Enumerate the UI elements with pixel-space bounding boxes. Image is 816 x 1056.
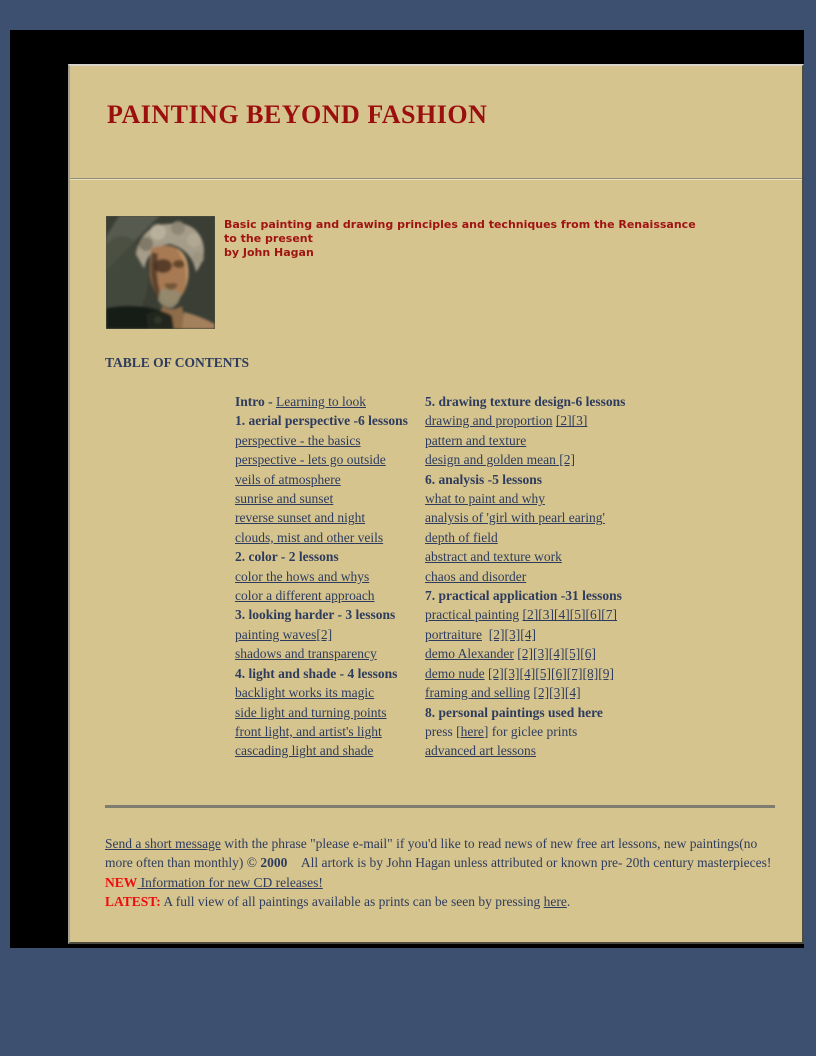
footer-paragraph (105, 892, 787, 912)
page-header (70, 66, 802, 178)
toc-line (235, 431, 425, 450)
intro-blurb (224, 218, 696, 260)
plain-text: with the phrase "please e-mail" if you'd like to read news of new free art lessons, new paintings(no more often than monthly) © (105, 835, 758, 871)
toc-link[interactable]: shadows and transparency (235, 646, 377, 662)
toc-link[interactable]: what to paint and why (425, 491, 545, 507)
toc-link[interactable]: [2] (522, 607, 539, 623)
toc-link[interactable]: depth of field (425, 529, 498, 545)
toc-line (425, 528, 665, 547)
toc-link[interactable]: color a different approach (235, 588, 375, 604)
toc-line (425, 470, 665, 489)
toc-line (425, 664, 665, 683)
toc-line (235, 741, 425, 760)
toc-link[interactable]: analysis of 'girl with pearl earing' (425, 510, 605, 526)
highlight-text: LATEST: (105, 894, 161, 910)
toc-line (235, 683, 425, 702)
toc-line (235, 605, 425, 624)
toc-line (425, 722, 665, 741)
toc-link[interactable]: [2] (533, 685, 550, 701)
toc-link[interactable]: reverse sunset and night (235, 510, 366, 526)
plain-text: A full view of all paintings available as prints can be seen by pressing (160, 894, 544, 910)
toc-link[interactable]: practical painting (425, 607, 520, 623)
toc-line (425, 741, 665, 760)
toc-line (425, 567, 665, 586)
footer-paragraph (105, 834, 787, 893)
toc-line (235, 489, 425, 508)
toc-link[interactable]: demo nude (425, 665, 485, 681)
toc-link[interactable]: perspective - the basics (235, 432, 361, 448)
toc-link[interactable]: sunrise and sunset (235, 491, 334, 507)
toc-link[interactable]: [3] (549, 685, 565, 701)
toc-link[interactable]: portraiture (425, 626, 482, 642)
toc-link[interactable]: [2] (488, 665, 504, 681)
bold-text: 1. aerial perspective -6 lessons (235, 413, 408, 429)
toc-line (425, 703, 665, 722)
toc-line (235, 644, 425, 663)
toc-line (235, 411, 425, 430)
toc-line (235, 392, 425, 411)
footer-link[interactable]: Send a short message (105, 835, 221, 851)
toc-link[interactable]: [2] (517, 646, 533, 662)
toc-columns (235, 392, 802, 761)
intro-blurb-line2: to the present (224, 232, 313, 245)
bold-text: 2. color - 2 lessons (235, 549, 339, 565)
toc-link[interactable]: [3] (571, 413, 588, 429)
toc-link[interactable]: [6] (585, 607, 602, 623)
main-panel (68, 64, 804, 944)
toc-line (235, 703, 425, 722)
toc-line (425, 644, 665, 663)
toc-line (425, 625, 665, 644)
bold-text: 4. light and shade - 4 lessons (235, 665, 398, 681)
toc-link[interactable]: design and golden mean [2] (425, 452, 575, 468)
toc-line (235, 586, 425, 605)
toc-line (235, 528, 425, 547)
toc-line (235, 547, 425, 566)
toc-link[interactable]: [4] (520, 626, 536, 642)
bold-text: Intro - (235, 394, 277, 409)
toc-line (235, 664, 425, 683)
toc-link[interactable]: [3] (532, 646, 549, 662)
toc-link[interactable]: [3] (538, 607, 554, 623)
toc-link[interactable]: [5] (564, 646, 581, 662)
toc-link[interactable]: abstract and texture work (425, 549, 562, 565)
footer-link[interactable]: here (543, 894, 567, 910)
toc-line (425, 431, 665, 450)
toc-link[interactable]: pattern and texture (425, 432, 527, 448)
toc-link[interactable]: [2] (316, 626, 333, 642)
toc-link[interactable]: backlight works its magic (235, 685, 375, 701)
toc-link[interactable]: [6] (580, 646, 596, 662)
toc-line (235, 722, 425, 741)
toc-link[interactable]: [2] (555, 413, 572, 429)
toc-line (425, 392, 665, 411)
toc-line (235, 508, 425, 527)
bold-text: 8. personal paintings used here (425, 704, 603, 720)
toc-column-left (235, 392, 425, 761)
intro-blurb-line1: Basic painting and drawing principles and techniques from the Renaissance (224, 218, 696, 231)
portrait-image (106, 216, 215, 329)
toc-link[interactable]: here (460, 723, 484, 739)
toc-line (425, 586, 665, 605)
plain-text (482, 627, 489, 642)
toc-link[interactable]: clouds, mist and other veils (235, 529, 384, 545)
toc-link[interactable]: chaos and disorder (425, 568, 527, 584)
toc-line (425, 683, 665, 702)
toc-link[interactable]: [3] (503, 665, 520, 681)
toc-line (425, 508, 665, 527)
plain-text: . (566, 894, 571, 910)
toc-link[interactable]: [5] (535, 665, 551, 681)
toc-link[interactable]: Learning to look (276, 394, 366, 409)
plain-text: ] for giclee prints (483, 723, 578, 739)
toc-link[interactable]: [4] (564, 685, 581, 701)
page-title: PAINTING BEYOND FASHION (107, 100, 488, 129)
toc-line (235, 470, 425, 489)
footer-text (105, 834, 787, 912)
toc-link[interactable]: [3] (504, 626, 521, 642)
toc-heading: TABLE OF CONTENTS (105, 355, 250, 370)
toc-link[interactable]: side light and turning points (235, 704, 387, 720)
bold-text: 6. analysis -5 lessons (425, 471, 543, 487)
header-divider (70, 178, 802, 180)
toc-link[interactable]: cascading light and shade (235, 743, 374, 759)
toc-link[interactable]: [7] (566, 665, 583, 681)
plain-text: All artork is by John Hagan unless attributed or known pre- 20th century masterpieces! (287, 855, 772, 871)
intro-blurb-line3: by John Hagan (224, 246, 314, 259)
bold-text: 7. practical application -31 lessons (425, 588, 622, 604)
toc-link[interactable]: [9] (598, 665, 614, 681)
bold-text: 3. looking harder - 3 lessons (235, 607, 396, 623)
toc-line (235, 450, 425, 469)
toc-line (425, 450, 665, 469)
toc-link[interactable]: perspective - lets go outside (235, 452, 386, 468)
toc-link[interactable]: [4] (519, 665, 536, 681)
toc-line (425, 411, 665, 430)
toc-link[interactable]: advanced art lessons (425, 743, 536, 759)
footer-divider (105, 805, 775, 808)
toc-link[interactable]: [7] (601, 607, 617, 623)
toc-line (425, 489, 665, 508)
toc-link[interactable]: [6] (551, 665, 567, 681)
toc-link[interactable]: framing and selling (425, 685, 530, 701)
bold-text: 5. drawing texture design-6 lessons (425, 394, 626, 409)
bold-text: 2000 (260, 855, 288, 871)
plain-text: press [ (425, 723, 461, 739)
toc-link[interactable]: veils of atmosphere (235, 471, 341, 487)
toc-line (235, 567, 425, 586)
toc-link[interactable]: color the hows and whys (235, 568, 370, 584)
intro-section (106, 216, 802, 329)
toc-column-right (425, 392, 665, 761)
highlight-text: NEW (105, 874, 138, 890)
toc-link[interactable]: front light, and artist's light (235, 723, 382, 739)
footer-link[interactable]: Information for new CD releases! (137, 874, 323, 890)
toc-line (235, 625, 425, 644)
toc-link[interactable]: drawing and proportion (425, 413, 553, 429)
toc-line (425, 547, 665, 566)
toc-link[interactable]: [2] (488, 626, 505, 642)
toc-link[interactable]: demo Alexander (425, 646, 514, 662)
toc-link[interactable]: [5] (569, 607, 586, 623)
toc-line (425, 605, 665, 624)
toc-link[interactable]: painting waves (235, 626, 317, 642)
toc-link[interactable]: [4] (548, 646, 565, 662)
toc-link[interactable]: [8] (582, 665, 599, 681)
toc-link[interactable]: [4] (553, 607, 570, 623)
